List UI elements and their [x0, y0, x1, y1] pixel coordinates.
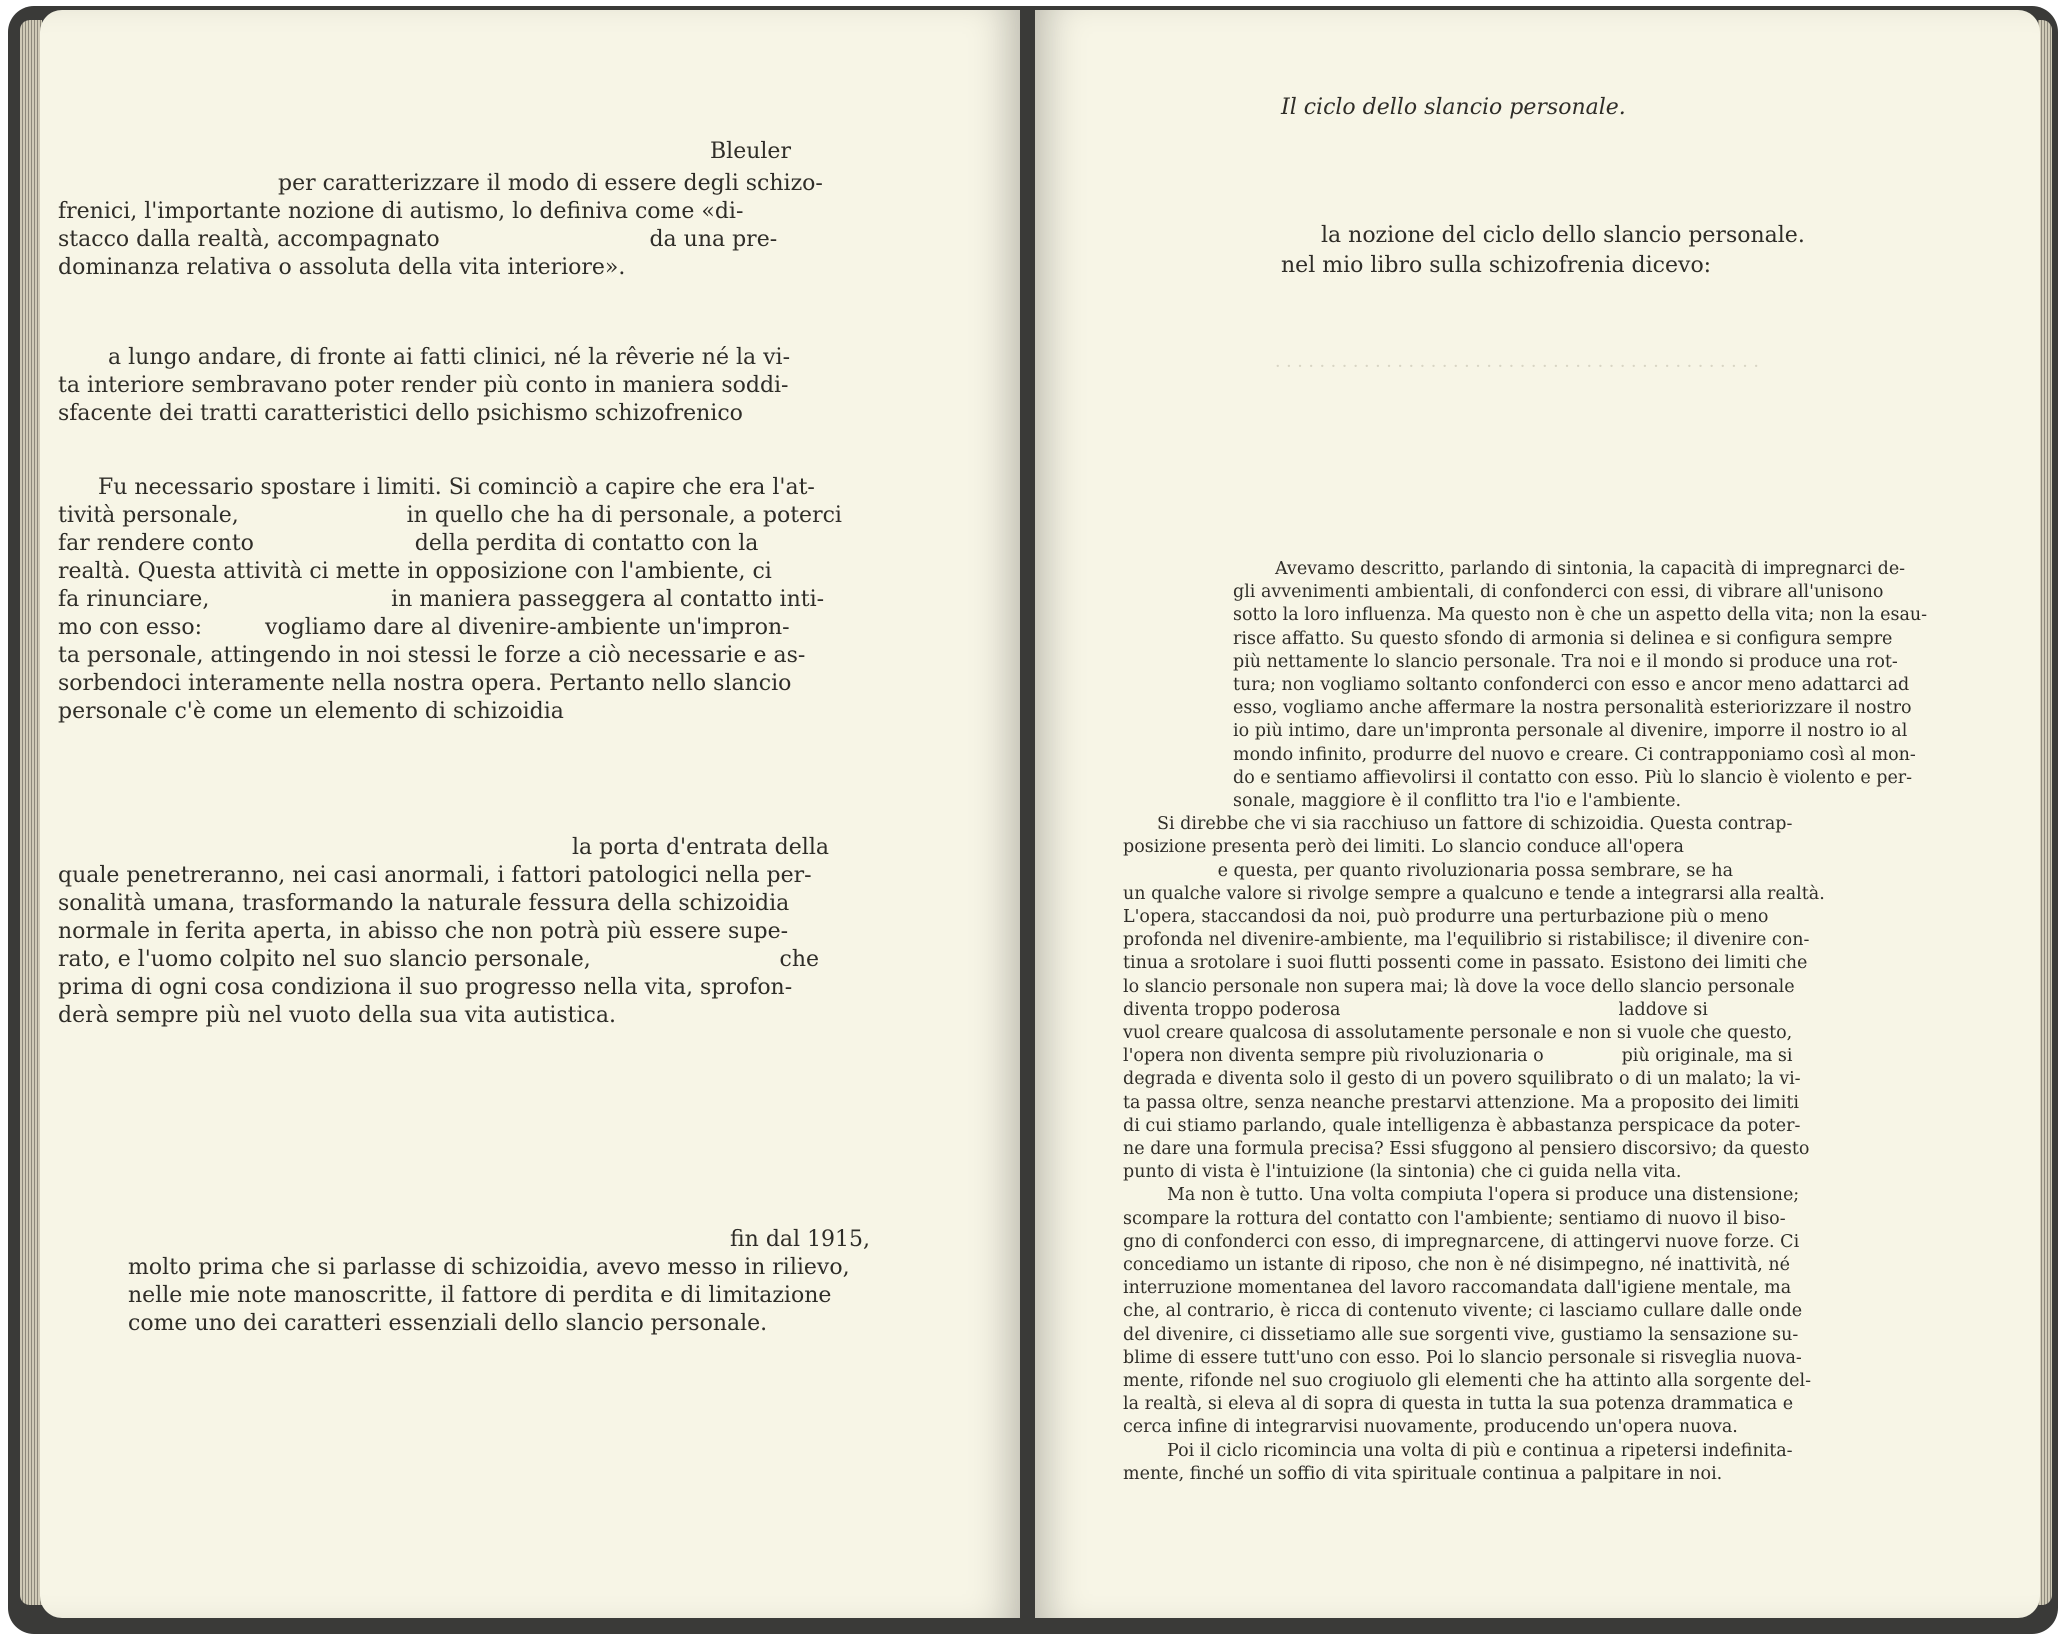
faded-bleed-through: · · · · · · · · · · · · · · · · · · · · · · · · · · · · · · · · · · · · · · · · · · · ·	[1275, 357, 1759, 377]
body-line: ta passa oltre, senza neanche prestarvi attenzione. Ma a proposito dei limiti	[1123, 1092, 1799, 1113]
body-line: gli avvenimenti ambientali, di confonderci con essi, di vibrare all'unisono	[1233, 582, 1884, 603]
body-line: cerca infine di integrarvisi nuovamente, producendo un'opera nuova.	[1123, 1417, 1738, 1438]
para4-line4: rato, e l'uomo colpito nel suo slancio personale, che	[58, 947, 820, 972]
body-line: diventa troppo poderosa laddove si	[1123, 999, 1708, 1020]
para4-line1: quale penetreranno, nei casi anormali, i fattori patologici nella per-	[58, 863, 812, 888]
body-line: e questa, per quanto rivoluzionaria possa sembrare, se ha	[1123, 860, 1734, 881]
body-line: sotto la loro influenza. Ma questo non è che un aspetto della vita; non la esau-	[1233, 605, 1928, 626]
para3-line2: tività personale, in quello che ha di personale, a poterci	[58, 503, 842, 528]
body-line: profonda nel divenire-ambiente, ma l'equilibrio si ristabilisce; il divenire con-	[1123, 930, 1810, 951]
para4-start: la porta d'entrata della	[572, 835, 829, 860]
page-edges-right	[2038, 20, 2052, 1605]
body-line: esso, vogliamo anche affermare la nostra personalità esteriorizzare il nostro	[1233, 698, 1912, 719]
body-line: degrada e diventa solo il gesto di un povero squilibrato o di un malato; la vi-	[1123, 1069, 1801, 1090]
body-line: interruzione momentanea del lavoro raccomandata dall'igiene mentale, ma	[1123, 1278, 1792, 1299]
body-line: mente, rifonde nel suo crogiuolo gli elementi che ha attinto alla sorgente del-	[1123, 1371, 1812, 1391]
body-line: tura; non vogliamo soltanto confonderci con esso e ancor meno adattarci ad	[1233, 675, 1910, 695]
para3-line4: realtà. Questa attività ci mette in opposizione con l'ambiente, ci	[58, 559, 772, 584]
para5-start: fin dal 1915,	[730, 1227, 871, 1252]
body-line: Si direbbe che vi sia racchiuso un fattore di schizoidia. Questa contrap-	[1157, 814, 1793, 835]
para4-line2: sonalità umana, trasformando la naturale fessura della schizoidia	[58, 891, 790, 916]
body-line: gno di confonderci con esso, di impregnarcene, di attingervi nuove forze. Ci	[1123, 1231, 1800, 1252]
body-line: un qualche valore si rivolge sempre a qualcuno e tende a integrarsi alla realtà.	[1123, 883, 1825, 904]
body-line: sonale, maggiore è il conflitto tra l'io e l'ambiente.	[1233, 791, 1682, 811]
body-line: mente, finché un soffio di vita spirituale continua a palpitare in noi.	[1123, 1463, 1723, 1484]
body-line: ne dare una formula precisa? Essi sfuggono al pensiero discorsivo; da questo	[1123, 1139, 1810, 1159]
para1-line1: per caratterizzare il modo di essere degli schizo-	[278, 171, 823, 196]
body-line: la realtà, si eleva al di sopra di questa in tutta la sua potenza drammatica e	[1123, 1394, 1794, 1415]
intro-line1: la nozione del ciclo dello slancio personale.	[1321, 223, 1805, 248]
body-line: più nettamente lo slancio personale. Tra noi e il mondo si produce una rot-	[1233, 651, 1898, 672]
para4-line6: derà sempre più nel vuoto della sua vita autistica.	[58, 1003, 616, 1028]
running-head: Il ciclo dello slancio personale.	[1281, 95, 1626, 120]
body-line: tinua a srotolare i suoi flutti possenti come in passato. Esistono dei limiti che	[1123, 953, 1808, 974]
intro-line2: nel mio libro sulla schizofrenia dicevo:	[1281, 253, 1712, 278]
body-line: del divenire, ci dissetiamo alle sue sorgenti vive, gustiamo la sensazione su-	[1123, 1324, 1799, 1345]
para5-line3: come uno dei caratteri essenziali dello slancio personale.	[128, 1311, 768, 1336]
para1-line2: frenici, l'importante nozione di autismo, lo definiva come «di-	[58, 199, 744, 224]
para2-line3: sfacente dei tratti caratteristici dello psichismo schizofrenico	[58, 401, 743, 426]
body-line: di cui stiamo parlando, quale intelligenza è abbastanza perspicace da poter-	[1123, 1115, 1801, 1136]
para1-line3: stacco dalla realtà, accompagnato da una pre-	[58, 227, 778, 252]
body-line: l'opera non diventa sempre più rivoluzionaria o più originale, ma si	[1123, 1046, 1793, 1067]
para5-line1: molto prima che si parlasse di schizoidia, avevo messo in rilievo,	[128, 1255, 850, 1280]
para3-line8: sorbendoci interamente nella nostra opera. Pertanto nello slancio	[58, 671, 792, 696]
body-line: posizione presenta però dei limiti. Lo slancio conduce all'opera	[1123, 837, 1684, 858]
body-line: do e sentiamo affievolirsi il contatto con esso. Più lo slancio è violento e per-	[1233, 767, 1913, 788]
body-line: vuol creare qualcosa di assolutamente personale e non si vuole che questo,	[1123, 1023, 1793, 1043]
body-line: che, al contrario, è ricca di contenuto vivente; ci lasciamo cullare dalle onde	[1123, 1301, 1803, 1322]
para4-line5: prima di ogni cosa condiziona il suo progresso nella vita, sprofon-	[58, 975, 793, 1000]
para3-line5: fa rinunciare, in maniera passeggera al contatto inti-	[58, 587, 825, 612]
right-page	[1035, 10, 2040, 1618]
para3-line1: Fu necessario spostare i limiti. Si cominciò a capire che era l'at-	[98, 475, 815, 500]
body-line: punto di vista è l'intuizione (la sintonia) che ci guida nella vita.	[1123, 1162, 1682, 1183]
para3-line9: personale c'è come un elemento di schizoidia	[58, 699, 564, 724]
body-line: scompare la rottura del contatto con l'ambiente; sentiamo di nuovo il biso-	[1123, 1208, 1786, 1229]
para5-line2: nelle mie note manoscritte, il fattore di perdita e di limitazione	[128, 1283, 832, 1308]
body-line: Poi il ciclo ricomincia una volta di più e continua a ripetersi indefinita-	[1167, 1440, 1793, 1461]
para2-line2: ta interiore sembravano poter render più conto in maniera soddi-	[58, 373, 789, 398]
body-line: mondo infinito, produrre del nuovo e creare. Ci contrapponiamo così al mon-	[1233, 744, 1916, 765]
body-line: blime di essere tutt'uno con esso. Poi lo slancio personale si risveglia nuova-	[1123, 1347, 1802, 1368]
bleuler-heading: Bleuler	[710, 139, 791, 164]
left-page	[40, 10, 1020, 1618]
para1-line4: dominanza relativa o assoluta della vita interiore».	[58, 255, 626, 280]
body-line: concediamo un istante di riposo, che non è né disimpegno, né inattività, né	[1123, 1255, 1791, 1275]
para3-line6: mo con esso: vogliamo dare al divenire-ambiente un'impron-	[58, 615, 790, 640]
body-line: lo slancio personale non supera mai; là dove la voce dello slancio personale	[1123, 976, 1795, 997]
body-line: risce affatto. Su questo sfondo di armonia si delinea e si configura sempre	[1233, 628, 1893, 649]
para3-line3: far rendere conto della perdita di contatto con la	[58, 531, 759, 556]
body-line: Avevamo descritto, parlando di sintonia, la capacità di impregnarci de-	[1275, 559, 1906, 579]
page-edges-left	[20, 20, 42, 1605]
body-line: L'opera, staccandosi da noi, può produrre una perturbazione più o meno	[1123, 907, 1769, 927]
para2-line1: a lungo andare, di fronte ai fatti clinici, né la rêverie né la vi-	[108, 345, 791, 370]
para3-line7: ta personale, attingendo in noi stessi le forze a ciò necessarie e as-	[58, 643, 806, 668]
body-line: Ma non è tutto. Una volta compiuta l'opera si produce una distensione;	[1167, 1185, 1800, 1206]
para4-line3: normale in ferita aperta, in abisso che non potrà più essere supe-	[58, 919, 789, 944]
body-line: io più intimo, dare un'impronta personale al divenire, imporre il nostro io al	[1233, 721, 1908, 742]
